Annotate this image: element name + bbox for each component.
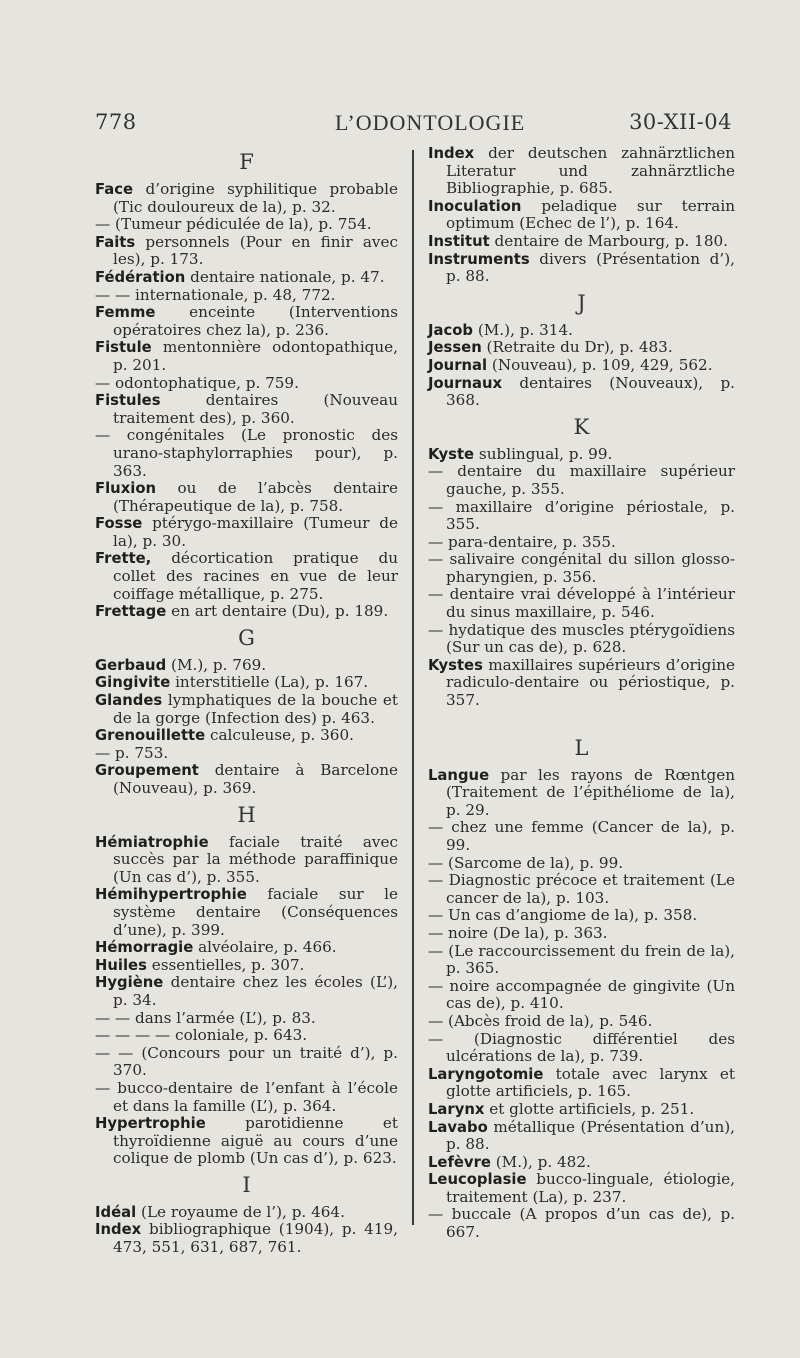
index-entry [95,1115,398,1168]
entry-headword: Faits [95,233,136,251]
entry-headword: Frettage [95,603,167,621]
entry-headword: Glandes [95,692,163,710]
entry-headword: Hémihypertrophie [95,886,247,904]
index-entry [428,622,735,657]
index-entry [95,339,398,374]
entry-text: — Diagnostic précoce et traitement (Le cancer de la), p. 103. [428,871,735,907]
entry-headword: Kyste [428,445,475,463]
index-entry [95,1027,398,1045]
entry-text: — hydatique des muscles ptérygoïdiens (Sur un cas de), p. 628. [428,620,735,657]
section-letter: L [574,735,589,760]
index-entry [95,181,398,216]
index-entry [95,1221,398,1256]
entry-headword: Lavabo [428,1118,488,1136]
entry-headword: Frette, [95,550,152,568]
entry-headword: Institut [428,232,490,250]
entry-text: — odontophatique, p. 759. [95,373,299,392]
index-entry [95,674,398,692]
index-entry [95,762,398,797]
entry-text: — noire accompagnée de gingivite (Un cas de), p. 410. [428,976,735,1013]
entry-text: ptérygo-maxillaire (Tumeur de la), p. 30. [113,514,398,550]
index-entry [428,534,735,552]
entry-text: maxillaires supérieurs d’origine radiculo-dentaire ou périostique, p. 357. [446,655,735,710]
entry-text: peladique sur terrain optimum (Echec de l’), p. 164. [446,196,735,233]
index-entry [428,1013,735,1031]
entry-headword: Fosse [95,515,143,533]
index-column-right [428,145,735,1242]
index-entry [428,357,735,375]
index-entry [428,198,735,233]
entry-text: — congénitales (Le pronostic des urano-staphylorraphies pour), p. 363. [95,426,398,480]
entry-text: — salivaire congénital du sillon glosso-pharyngien, p. 356. [428,550,735,586]
entry-text: calculeuse, p. 360. [205,726,354,745]
entry-headword: Hypertrophie [95,1115,206,1133]
entry-headword: Gerbaud [95,656,167,674]
entry-text: dentaire à Barcelone (Nouveau), p. 369. [113,761,398,797]
entry-text: — — dans l’armée (L’), p. 83. [95,1008,316,1027]
entry-text: et glotte artificiels, p. 251. [484,1099,695,1118]
entry-headword: Fluxion [95,480,157,498]
index-entry [428,1154,735,1172]
index-entry [95,939,398,957]
index-entry [95,480,398,515]
index-entry [428,446,735,464]
index-entry [428,657,735,710]
entry-text: dentaire chez les écoles (L’), p. 34. [113,973,398,1009]
entry-text: (Le royaume de l’), p. 464. [136,1202,345,1221]
entry-text: — dentaire vrai développé à l’intérieur du sinus maxillaire, p. 546. [428,585,735,622]
entry-headword: Inoculation [428,197,522,215]
entry-text: enceinte (Interventions opératoires chez la), p. 236. [113,303,398,339]
index-entry [428,872,735,907]
index-entry [95,392,398,427]
entry-headword: Fistules [95,392,161,410]
index-entry [95,216,398,234]
entry-headword: Journal [428,356,488,374]
entry-text: ou de l’abcès dentaire (Thérapeutique de la), p. 758. [113,479,398,515]
entry-text: — buccale (A propos d’un cas de), p. 667. [428,1205,735,1242]
entry-text: (M.), p. 482. [490,1152,591,1171]
index-entry [95,834,398,887]
entry-text: métallique (Présentation d’un), p. 88. [446,1117,735,1154]
entry-text: essentielles, p. 307. [146,955,305,974]
entry-text: parotidienne et thyroïdienne aiguë au cours d’une colique de plomb (Un cas d’), p. 623. [113,1114,398,1168]
index-entry [95,375,398,393]
index-entry [95,886,398,939]
entry-headword: Hémorragie [95,939,194,957]
index-entry [428,943,735,978]
index-entry [95,1045,398,1080]
entry-text: alvéolaire, p. 466. [193,938,337,957]
entry-text: — Un cas d’angiome de la), p. 358. [428,906,698,925]
entry-text: divers (Présentation d’), p. 88. [446,249,735,286]
entry-text: (M.), p. 314. [473,320,573,339]
section-letter: H [237,802,256,827]
entry-text: — dentaire du maxillaire supérieur gauche, p. 355. [428,462,735,498]
index-entry [428,1031,735,1066]
index-entry [428,1206,735,1241]
entry-headword: Langue [428,766,490,784]
index-entry [95,603,398,621]
entry-text: — (Diagnostic différentiel des ulcérations de la), p. 739. [428,1029,735,1066]
entry-headword: Larynx [428,1100,485,1118]
entry-text: — bucco-dentaire de l’enfant à l’école et dans la famille (L’), p. 364. [95,1078,398,1115]
entry-headword: Groupement [95,762,199,780]
entry-headword: Kystes [428,656,483,674]
index-entry [428,375,735,410]
entry-headword: Idéal [95,1203,137,1221]
index-entry [95,657,398,675]
entry-headword: Index [428,145,475,162]
entry-headword: Fédération [95,268,186,286]
index-entry [428,767,735,820]
entry-text: — (Tumeur pédiculée de la), p. 754. [95,215,372,234]
issue-date: 30-XII-04 [629,110,732,134]
entry-headword: Jessen [428,339,482,357]
index-entry [95,1010,398,1028]
index-entry [428,819,735,854]
journal-title: L’ODONTOLOGIE [335,110,526,135]
entry-text: lymphatiques de la bouche et de la gorge (Infection des) p. 463. [113,691,398,727]
entry-text: dentaires (Nouveau traitement des), p. 360. [113,391,398,427]
entry-text: en art dentaire (Du), p. 189. [166,602,389,621]
section-letter: K [573,414,590,439]
section-letter: J [577,290,586,315]
entry-headword: Jacob [428,321,474,339]
index-entry [428,978,735,1013]
index-entry [428,339,735,357]
index-entry [428,551,735,586]
index-entry [428,145,735,198]
index-entry [428,251,735,286]
entry-headword: Hémiatrophie [95,833,209,851]
entry-text: personnels (Pour en finir avec les), p. 173. [113,232,398,269]
section-letter: G [238,625,255,650]
entry-text: — maxillaire d’origine périostale, p. 355. [428,497,735,534]
entry-text: faciale traité avec succès par la méthode paraffinique (Un cas d’), p. 355. [113,832,398,886]
entry-text: — (Le raccourcissement du frein de la), p. 365. [428,941,735,978]
column-divider [412,150,414,1225]
entry-headword: Index [95,1221,142,1239]
index-entry [428,499,735,534]
entry-text: — p. 753. [95,743,169,762]
entry-text: — (Abcès froid de la), p. 546. [428,1011,653,1030]
entry-text: par les rayons de Rœntgen (Traitement de l’épithéliome de la), p. 29. [446,765,735,819]
section-letter: F [239,150,254,174]
entry-headword: Laryngotomie [428,1065,544,1083]
entry-text: faciale sur le système dentaire (Conséquences d’une), p. 399. [113,885,398,939]
entry-text: mentonnière odontopathique, p. 201. [113,338,398,374]
entry-headword: Hygiène [95,974,164,992]
index-entry [95,1204,398,1222]
entry-text: — — — — coloniale, p. 643. [95,1026,308,1045]
index-entry [95,427,398,480]
entry-headword: Face [95,181,134,198]
index-entry [95,957,398,975]
index-entry [95,745,398,763]
entry-text: — — internationale, p. 48, 772. [95,285,336,304]
entry-text: der deutschen zahnärztlichen Literatur und zahnärztliche Bibliographie, p. 685. [446,144,735,198]
entry-text: dentaire de Marbourg, p. 180. [489,231,728,250]
index-entry [95,515,398,550]
index-entry [95,550,398,603]
index-entry [428,1171,735,1206]
entry-headword: Huiles [95,956,147,974]
entry-text: sublingual, p. 99. [474,444,613,463]
index-entry [95,234,398,269]
entry-headword: Femme [95,304,156,322]
entry-headword: Lefèvre [428,1153,491,1171]
entry-headword: Grenouillette [95,727,206,745]
index-entry [428,925,735,943]
entry-text: bibliographique (1904), p. 419, 473, 551, 631, 687, 761. [113,1220,398,1257]
index-entry [428,322,735,340]
entry-text: interstitielle (La), p. 167. [170,673,369,692]
entry-text: (Nouveau), p. 109, 429, 562. [487,355,713,374]
entry-text: (M.), p. 769. [166,655,267,674]
entry-text: — chez une femme (Cancer de la), p. 99. [428,818,735,854]
index-entry [95,727,398,745]
entry-text: bucco-linguale, étiologie, traitement (La), p. 237. [446,1170,735,1206]
index-entry [95,974,398,1009]
entry-headword: Journaux [428,374,503,392]
page-number: 778 [95,110,137,134]
index-entry [428,586,735,621]
entry-text: d’origine syphilitique probable (Tic douloureux de la), p. 32. [113,180,398,216]
entry-headword: Gingivite [95,674,171,692]
entry-text: totale avec larynx et glotte artificiels, p. 165. [446,1064,735,1101]
index-entry [428,233,735,251]
index-entry [95,287,398,305]
index-entry [428,855,735,873]
entry-text: — — (Concours pour un traité d’), p. 370. [95,1043,398,1080]
index-entry [95,304,398,339]
entry-text: — noire (De la), p. 363. [428,923,608,942]
index-entry [428,1101,735,1119]
index-column-left [95,145,398,1257]
index-entry [428,463,735,498]
index-entry [95,1080,398,1115]
index-entry [95,692,398,727]
section-letter: I [242,1172,251,1197]
index-entry [428,907,735,925]
entry-text: décortication pratique du collet des racines en vue de leur coiffage métallique, p. 275. [113,549,398,603]
index-entry [428,1119,735,1154]
entry-headword: Leucoplasie [428,1171,527,1189]
entry-headword: Instruments [428,250,530,268]
index-entry [428,1066,735,1101]
entry-text: dentaires (Nouveaux), p. 368. [446,373,735,410]
entry-text: (Retraite du Dr), p. 483. [481,338,673,357]
entry-headword: Fistule [95,339,152,357]
index-entry [95,269,398,287]
entry-text: — para-dentaire, p. 355. [428,532,616,551]
entry-text: dentaire nationale, p. 47. [185,267,385,286]
entry-text: — (Sarcome de la), p. 99. [428,853,624,872]
